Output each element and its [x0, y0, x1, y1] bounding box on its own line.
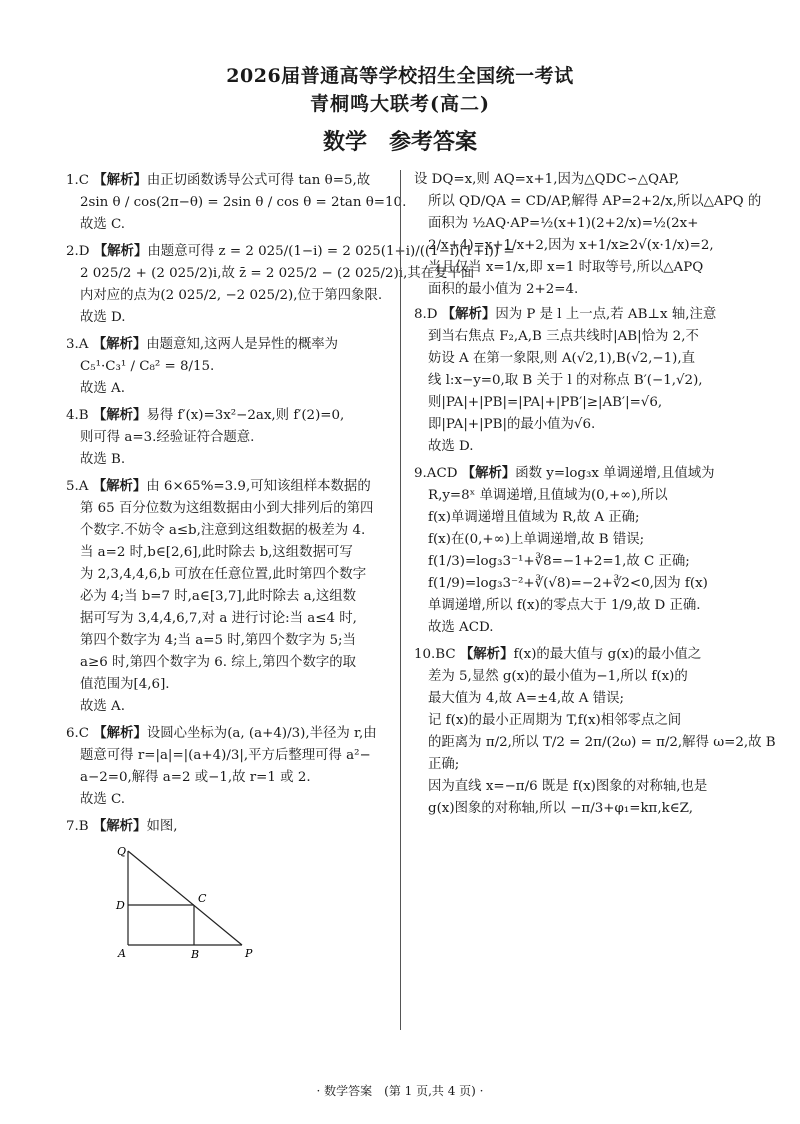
answer-line: 则可得 a=3.经验证符合题意.	[80, 430, 255, 445]
answer-item	[66, 816, 388, 837]
answer-text: 因为 P 是 l 上一点,若 AB⊥x 轴,注意	[495, 307, 717, 322]
answer-head	[66, 476, 388, 497]
answer-line: 记 f(x)的最小正周期为 T,f(x)相邻零点之间	[428, 713, 682, 728]
question-number: 5.A	[66, 479, 89, 494]
answer-item	[66, 405, 388, 470]
question-number: 6.C	[66, 726, 90, 741]
answer-conclusion: 故选 D.	[80, 310, 126, 325]
geometry-figure	[116, 843, 388, 965]
point-label: A	[118, 947, 126, 960]
answer-line: 个数字.不妨令 a≤b,注意到这组数据的极差为 4.	[80, 523, 366, 538]
answer-text: 由题意可得 z = 2 025/(1−i) = 2 025(1+i)/((1−i)(1+i)) =	[147, 244, 515, 259]
answer-conclusion: 故选 A.	[80, 699, 125, 714]
answer-line: 到当右焦点 F₂,A,B 三点共线时|AB|恰为 2,不	[428, 329, 699, 344]
triangle-diagram	[116, 843, 266, 961]
answer-head	[66, 170, 388, 191]
answer-line: 2/x+4)=x+1/x+2,因为 x+1/x≥2√(x·1/x)=2,	[428, 238, 714, 253]
answer-line: 据可写为 3,4,4,6,7,对 a 进行讨论:当 a≤4 时,	[80, 611, 357, 626]
answer-item	[66, 723, 388, 810]
answer-item	[414, 644, 776, 819]
point-label: C	[198, 892, 207, 905]
answer-line: 线 l:x−y=0,取 B 关于 l 的对称点 B′(−1,√2),	[428, 373, 703, 388]
point-label: Q	[117, 845, 127, 858]
answer-line: 面积为 ½AQ·AP=½(x+1)(2+2/x)=½(2x+	[428, 216, 699, 231]
answer-head	[66, 723, 388, 744]
point-label: B	[191, 948, 200, 961]
answer-text: 设 DQ=x,则 AQ=x+1,因为△QDC∽△QAP,	[414, 172, 680, 187]
answer-line: 内对应的点为(2 025/2, −2 025/2),位于第四象限.	[80, 288, 383, 303]
answer-line: 值范围为[4,6].	[80, 677, 170, 692]
answer-conclusion: 故选 ACD.	[428, 620, 494, 635]
answer-text: f(x)的最大值与 g(x)的最小值之	[513, 647, 702, 662]
answer-conclusion: 故选 C.	[80, 217, 126, 232]
answer-line: 则|PA|+|PB|=|PA|+|PB′|≥|AB′|=√6,	[428, 395, 663, 410]
answer-line: 面积的最小值为 2+2=4.	[428, 282, 579, 297]
question-number: 9.ACD	[414, 466, 458, 481]
answer-line: 因为直线 x=−π/6 既是 f(x)图象的对称轴,也是	[428, 779, 708, 794]
exam-title: 2026届普通高等学校招生全国统一考试	[226, 65, 574, 87]
answer-line: 当 a=2 时,b∈[2,6],此时除去 b,这组数据可写	[80, 545, 353, 560]
answer-head	[414, 644, 736, 665]
column-divider	[400, 170, 401, 1030]
answer-head	[414, 170, 736, 190]
answer-line: 最大值为 4,故 A=±4,故 A 错误;	[428, 691, 624, 706]
answer-line: a≥6 时,第四个数字为 6. 综上,第四个数字的取	[80, 655, 357, 670]
point-label: D	[116, 899, 125, 912]
answer-head	[66, 816, 388, 837]
answer-line: 第 65 百分位数为这组数据由小到大排列后的第四	[80, 501, 374, 516]
answer-line: 的距离为 π/2,所以 T/2 = 2π/(2ω) = π/2,解得 ω=2,故 B	[428, 735, 776, 750]
answer-line: 2 025/2 + (2 025/2)i,故 z̄ = 2 025/2 − (2 025/2)i,其在复平面	[80, 266, 475, 281]
answer-conclusion: 故选 C.	[80, 792, 126, 807]
qp-line	[128, 851, 242, 945]
answer-head	[66, 334, 388, 355]
answer-line: f(1/9)=log₃3⁻²+∛(√8)=−2+∛2<0,因为 f(x)	[428, 576, 708, 591]
answer-text: 函数 y=log₃x 单调递增,且值域为	[515, 466, 715, 481]
answer-line: f(x)单调递增且值域为 R,故 A 正确;	[428, 510, 640, 525]
answer-conclusion: 故选 A.	[80, 381, 125, 396]
answer-line: 必为 4;当 b=7 时,a∈[3,7],此时除去 a,这组数	[80, 589, 357, 604]
exam-subtitle: 青桐鸣大联考(高二)	[310, 93, 490, 115]
answer-head	[414, 304, 736, 325]
answer-line: 第四个数字为 4;当 a=5 时,第四个数字为 5;当	[80, 633, 356, 648]
analysis-tag: 【解析】	[93, 243, 148, 259]
answer-text: 如图,	[146, 819, 178, 834]
answer-line: 所以 QD/QA = CD/AP,解得 AP=2+2/x,所以△APQ 的	[428, 194, 762, 209]
answer-line: 题意可得 r=|a|=|(a+4)/3|,平方后整理可得 a²−	[80, 748, 371, 763]
answer-head	[414, 463, 736, 484]
analysis-tag: 【解析】	[441, 306, 496, 322]
answer-item	[66, 170, 407, 235]
answer-line: 正确;	[428, 757, 460, 772]
analysis-tag: 【解析】	[92, 818, 147, 834]
question-number: 4.B	[66, 408, 89, 423]
answer-text: 由正切函数诱导公式可得 tan θ=5,故	[146, 173, 371, 188]
answer-item	[414, 304, 736, 457]
answer-line: 当且仅当 x=1/x,即 x=1 时取等号,所以△APQ	[428, 260, 704, 275]
answer-conclusion: 故选 B.	[80, 452, 126, 467]
answer-line: 2sin θ / cos(2π−θ) = 2sin θ / cos θ = 2tan θ=10.	[80, 195, 407, 210]
answer-line: 单调递增,所以 f(x)的零点大于 1/9,故 D 正确.	[428, 598, 701, 613]
answer-item	[66, 334, 388, 399]
answer-line: f(1/3)=log₃3⁻¹+∛8=−1+2=1,故 C 正确;	[428, 554, 690, 569]
answer-line: C₅¹·C₃¹ / C₈² = 8/15.	[80, 359, 215, 374]
page-header	[0, 62, 800, 162]
analysis-tag: 【解析】	[93, 172, 147, 188]
answer-line: a−2=0,解得 a=2 或−1,故 r=1 或 2.	[80, 770, 311, 785]
answer-line: f(x)在(0,+∞)上单调递增,故 B 错误;	[428, 532, 645, 547]
answer-line: 为 2,3,4,4,6,b 可放在任意位置,此时第四个数字	[80, 567, 367, 582]
question-number: 2.D	[66, 244, 90, 259]
answer-line: 即|PA|+|PB|的最小值为√6.	[428, 417, 596, 432]
answer-conclusion: 故选 D.	[428, 439, 474, 454]
answer-line: 差为 5,显然 g(x)的最小值为−1,所以 f(x)的	[428, 669, 688, 684]
answer-line: 妨设 A 在第一象限,则 A(√2,1),B(√2,−1),直	[428, 351, 696, 366]
analysis-tag: 【解析】	[92, 407, 147, 423]
question-number: 1.C	[66, 173, 90, 188]
analysis-tag: 【解析】	[459, 646, 514, 662]
answer-line: g(x)图象的对称轴,所以 −π/3+φ₁=kπ,k∈Z,	[428, 801, 693, 816]
question-number: 8.D	[414, 307, 438, 322]
answer-text: 由 6×65%=3.9,可知该组样本数据的	[146, 479, 371, 494]
answer-text: 设圆心坐标为(a, (a+4)/3),半径为 r,由	[146, 726, 377, 741]
answer-line: R,y=8ˣ 单调递增,且值域为(0,+∞),所以	[428, 488, 668, 503]
answer-item	[66, 476, 388, 717]
answer-item	[414, 463, 736, 638]
answer-text: 易得 f′(x)=3x²−2ax,则 f′(2)=0,	[146, 408, 345, 423]
question-number: 10.BC	[414, 647, 456, 662]
analysis-tag: 【解析】	[461, 465, 516, 481]
right-column	[414, 170, 776, 823]
point-label: P	[245, 947, 253, 960]
analysis-tag: 【解析】	[92, 336, 147, 352]
page-footer: · 数学答案 (第 1 页,共 4 页) ·	[316, 1084, 484, 1098]
analysis-tag: 【解析】	[92, 478, 147, 494]
question-number: 7.B	[66, 819, 89, 834]
analysis-tag: 【解析】	[93, 725, 147, 741]
answer-title: 数学 参考答案	[322, 129, 477, 155]
answer-head	[66, 241, 515, 262]
answer-item	[414, 170, 762, 300]
answer-text: 由题意知,这两人是异性的概率为	[146, 337, 339, 352]
question-number: 3.A	[66, 337, 89, 352]
answer-head	[66, 405, 388, 426]
